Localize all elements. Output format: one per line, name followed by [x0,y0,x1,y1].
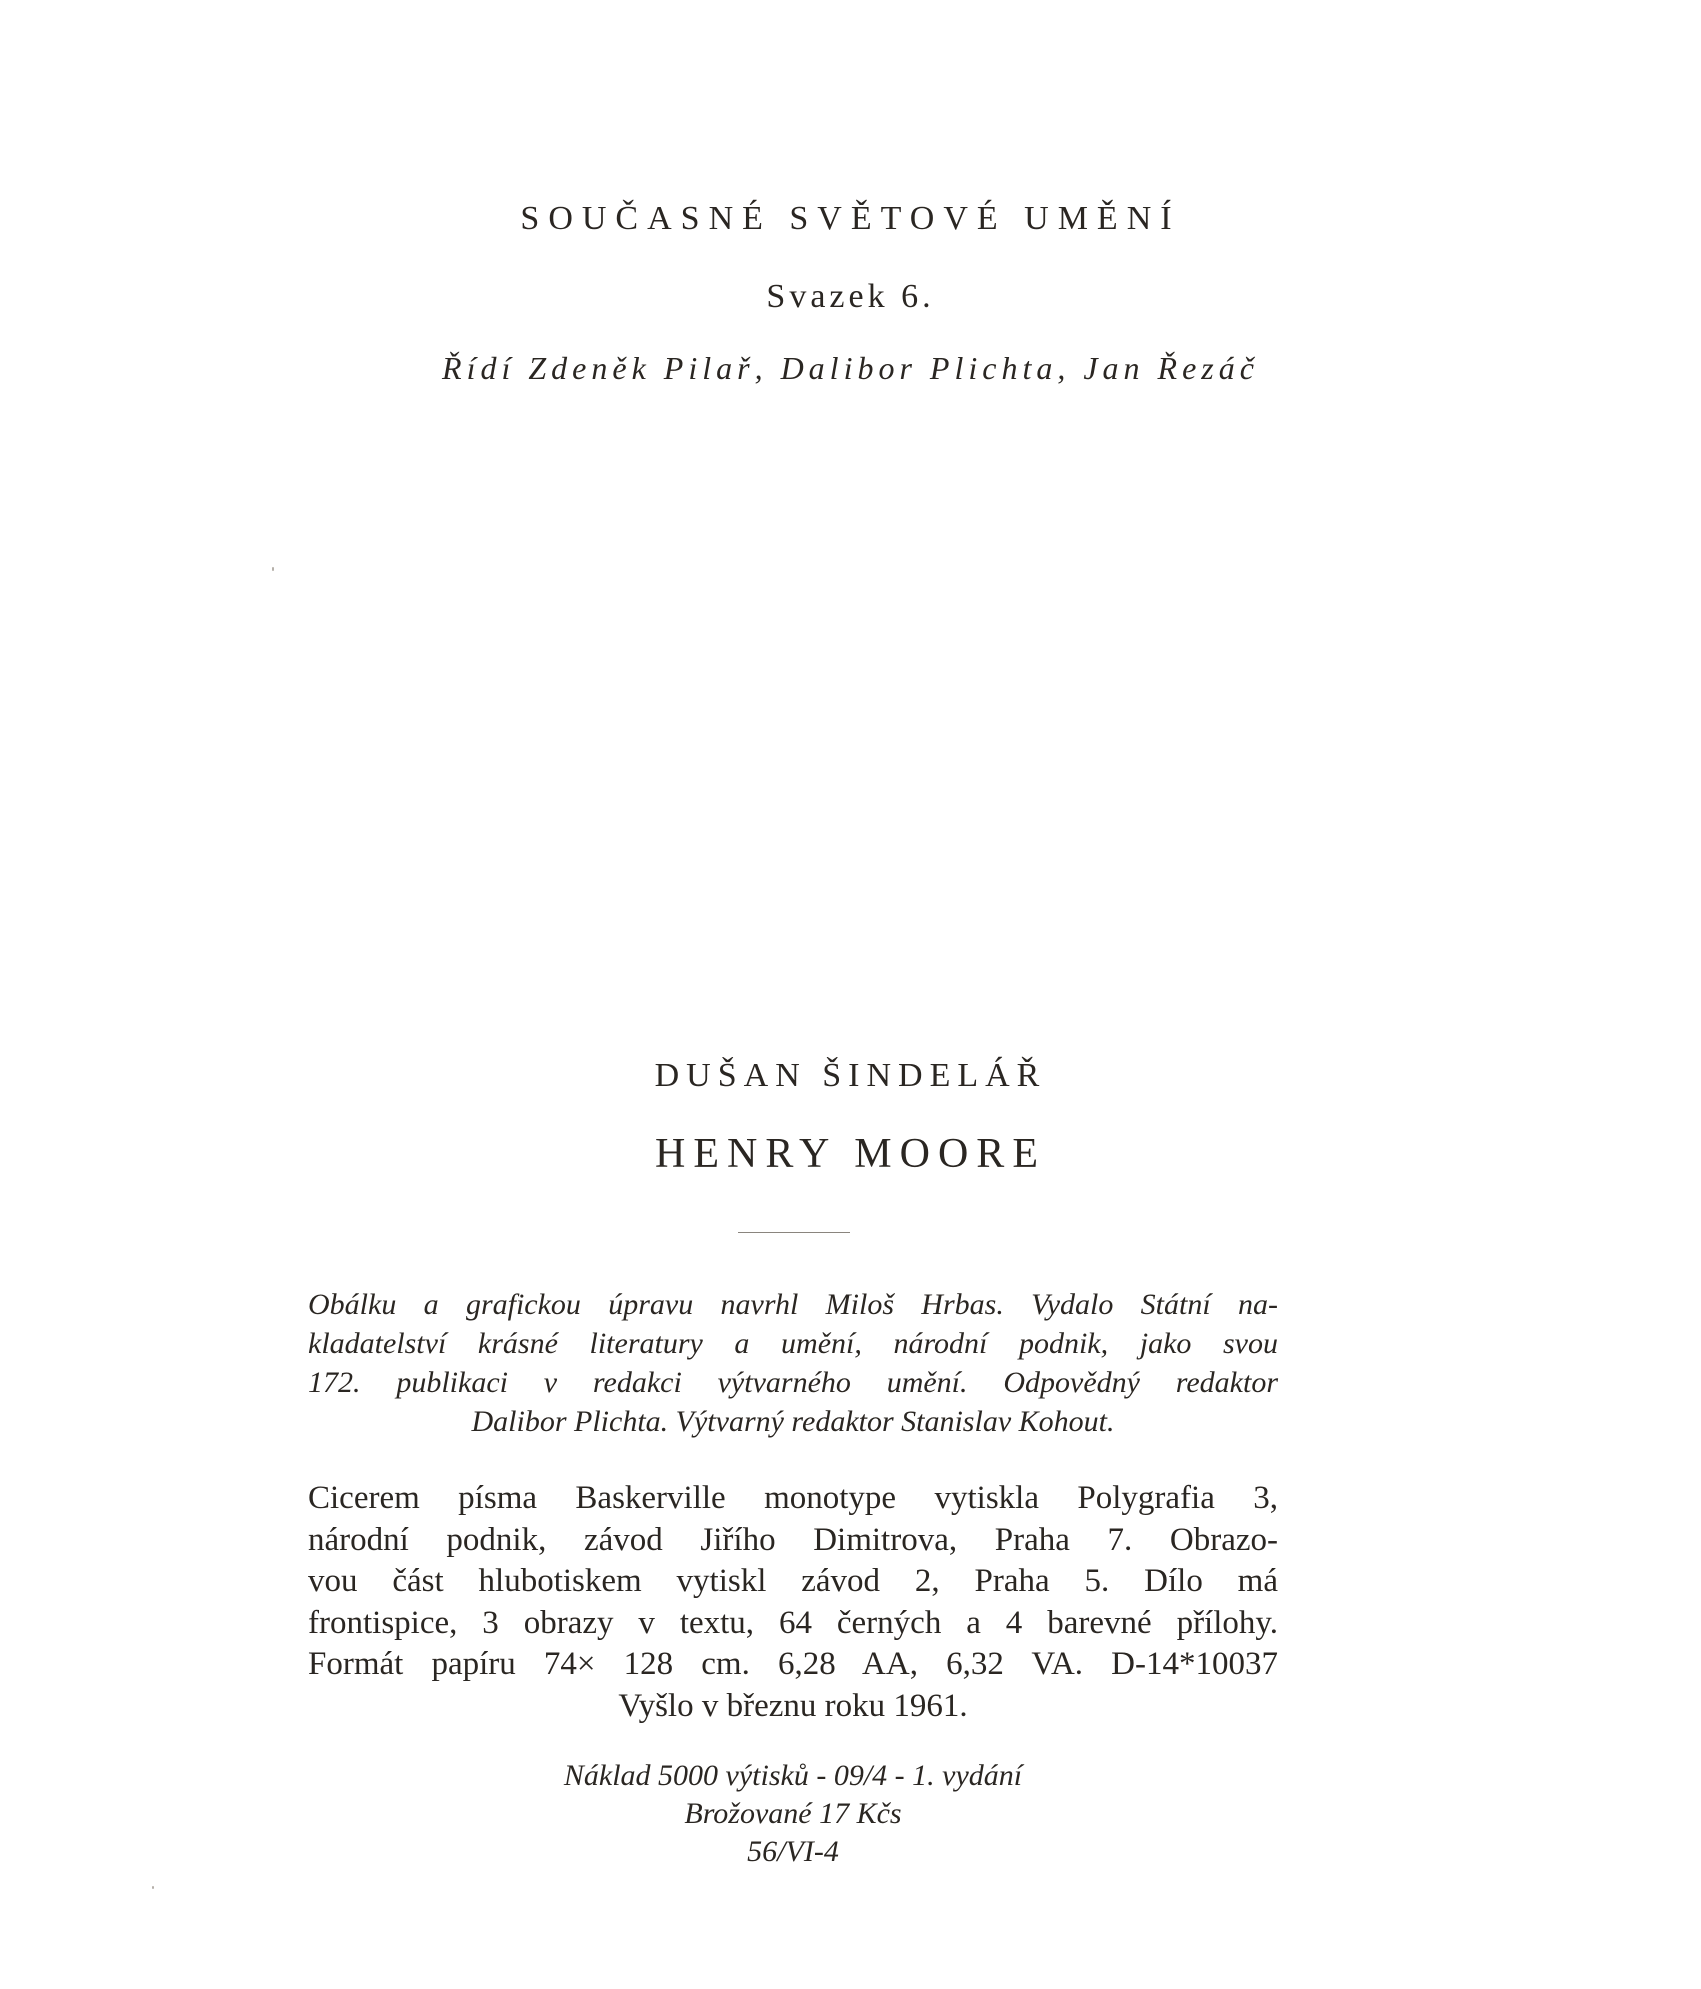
credits-line: kladatelství krásné literatury a umění, národní podnik, jako svou [308,1327,1278,1360]
credits-line: 172. publikaci v redakci výtvarného umění. Odpovědný redaktor [308,1366,1278,1399]
credits-line: Obálku a grafickou úpravu navrhl Miloš Hrbas. Vydalo Státní na- [308,1288,1278,1321]
book-title: HENRY MOORE [655,1131,1046,1177]
printing-line: Cicerem písma Baskerville monotype vytiskla Polygrafia 3, [308,1480,1278,1516]
series-name: SOUČASNÉ SVĚTOVÉ UMĚNÍ [520,200,1181,237]
print-run: Náklad 5000 výtisků - 09/4 - 1. vydání [563,1759,1023,1792]
paper-speck [152,1886,154,1889]
series-editors: Řídí Zdeněk Pilař, Dalibor Plichta, Jan Řezáč [442,350,1259,386]
binding-price: Brožované 17 Kčs [684,1797,902,1830]
divider-rule [738,1232,850,1233]
printing-line: vou část hlubotiskem vytiskl závod 2, Praha 5. Dílo má [308,1563,1278,1599]
credits-line: Dalibor Plichta. Výtvarný redaktor Stanislav Kohout. [471,1405,1115,1438]
printing-line: frontispice, 3 obrazy v textu, 64 černých a 4 barevné přílohy. [308,1604,1278,1641]
credits-paragraph [308,1285,1278,1441]
colophon [308,1757,1278,1871]
volume-number: Svazek 6. [766,278,935,315]
printing-line: Formát papíru 74× 128 cm. 6,28 AA, 6,32 VA. D-14*10037 [308,1646,1278,1682]
author-name: DUŠAN ŠINDELÁŘ [654,1057,1047,1094]
printing-paragraph [308,1478,1278,1727]
printing-line: Vyšlo v březnu roku 1961. [618,1687,968,1724]
paper-speck [272,567,274,571]
printing-line: národní podnik, závod Jiřího Dimitrova, Praha 7. Obrazo- [308,1521,1278,1558]
catalog-code: 56/VI-4 [747,1835,839,1868]
